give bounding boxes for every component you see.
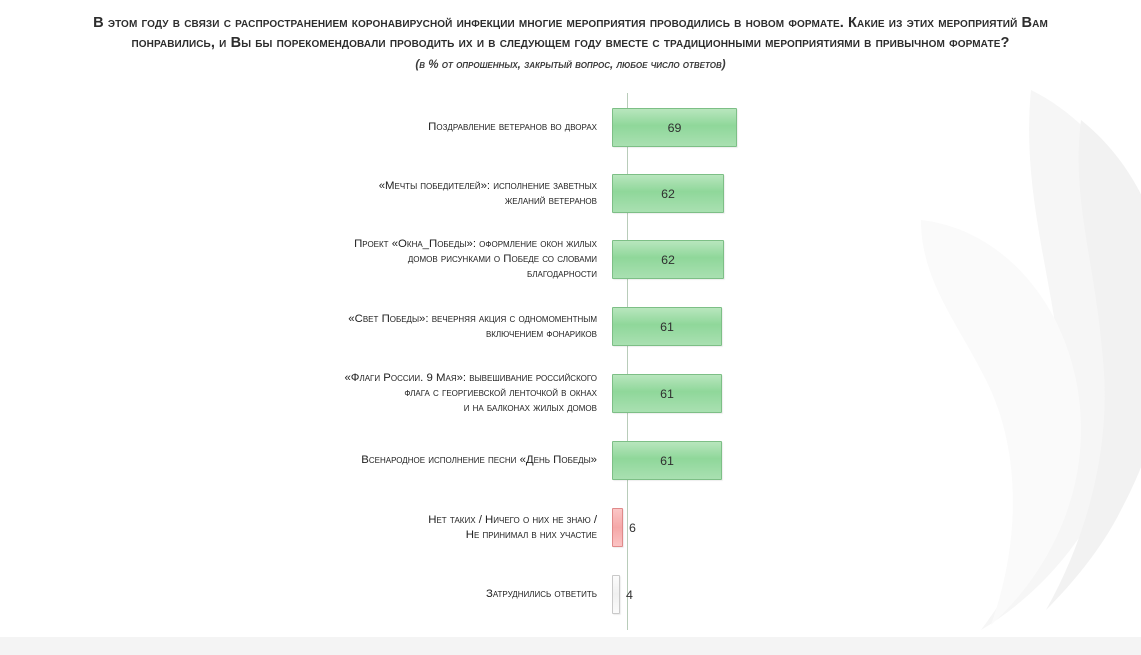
bar (612, 108, 737, 147)
label-line: флага с георгиевской ленточкой в окнах (404, 387, 597, 400)
category-label (0, 587, 612, 602)
bar (612, 374, 722, 413)
label-line: домов рисунками о Победе со словами (407, 253, 597, 266)
label-line: «Флаги России. 9 Мая»: вывешивание российского (344, 372, 597, 385)
bar (612, 307, 722, 346)
bar-value: 61 (660, 319, 674, 334)
chart-row (0, 560, 1141, 630)
category-label (0, 371, 612, 416)
label-line: и на балконах жилых домов (463, 402, 597, 415)
bar-area (612, 493, 1141, 563)
label-line: Не принимал в них участие (465, 528, 597, 541)
bar-area (612, 93, 1141, 163)
chart-row (0, 225, 1141, 295)
bar-value: 6 (629, 520, 636, 535)
bar-value: 4 (626, 587, 633, 602)
bar (612, 240, 724, 279)
category-label (0, 120, 612, 135)
bar-chart (0, 93, 1141, 633)
label-line: Всенародное исполнение песни «День Победы» (361, 454, 597, 467)
page-title: В этом году в связи с распространением коронавирусной инфекции многие мероприятия проводились в новом формате. Какие из этих мероприятий Вам понравились, и Вы бы порекомендовали проводить их и в следующем году вместе с традиционными мероприятиями в привычном формате? (93, 15, 1048, 51)
label-line: благодарности (526, 268, 597, 281)
label-line: Затруднились ответить (485, 588, 597, 601)
chart-row (0, 159, 1141, 229)
page-subtitle: (в % от опрошенных, закрытый вопрос, любое число ответов) (415, 57, 726, 71)
label-line: Поздравление ветеранов во дворах (428, 121, 597, 134)
chart-row (0, 292, 1141, 362)
label-line: Проект «Окна_Победы»: оформление окон жилых (354, 238, 597, 251)
category-label (0, 513, 612, 543)
chart-row (0, 493, 1141, 563)
bar-value: 61 (660, 386, 674, 401)
bar (612, 174, 724, 213)
category-label (0, 312, 612, 342)
label-line: Нет таких / Ничего о них не знаю / (428, 513, 597, 526)
category-label (0, 237, 612, 282)
bar (612, 508, 623, 547)
bar-area (612, 560, 1141, 630)
bar-value: 62 (661, 252, 675, 267)
chart-row (0, 426, 1141, 496)
bar-area (612, 292, 1141, 362)
bar-value: 62 (661, 186, 675, 201)
label-line: «Свет Победы»: вечерняя акция с одномоментным (348, 312, 597, 325)
bar (612, 575, 620, 614)
bar-value: 61 (660, 453, 674, 468)
chart-row (0, 359, 1141, 429)
bar-area (612, 159, 1141, 229)
category-label (0, 453, 612, 468)
category-label (0, 179, 612, 209)
label-line: «Мечты победителей»: исполнение заветных (378, 179, 597, 192)
bar-area (612, 225, 1141, 295)
label-line: желаний ветеранов (504, 194, 597, 207)
label-line: включением фонариков (485, 327, 597, 340)
bar-area (612, 359, 1141, 429)
bar-value: 69 (667, 120, 682, 135)
chart-row (0, 93, 1141, 163)
bar-area (612, 426, 1141, 496)
bar (612, 441, 722, 480)
title-block (0, 0, 1141, 71)
